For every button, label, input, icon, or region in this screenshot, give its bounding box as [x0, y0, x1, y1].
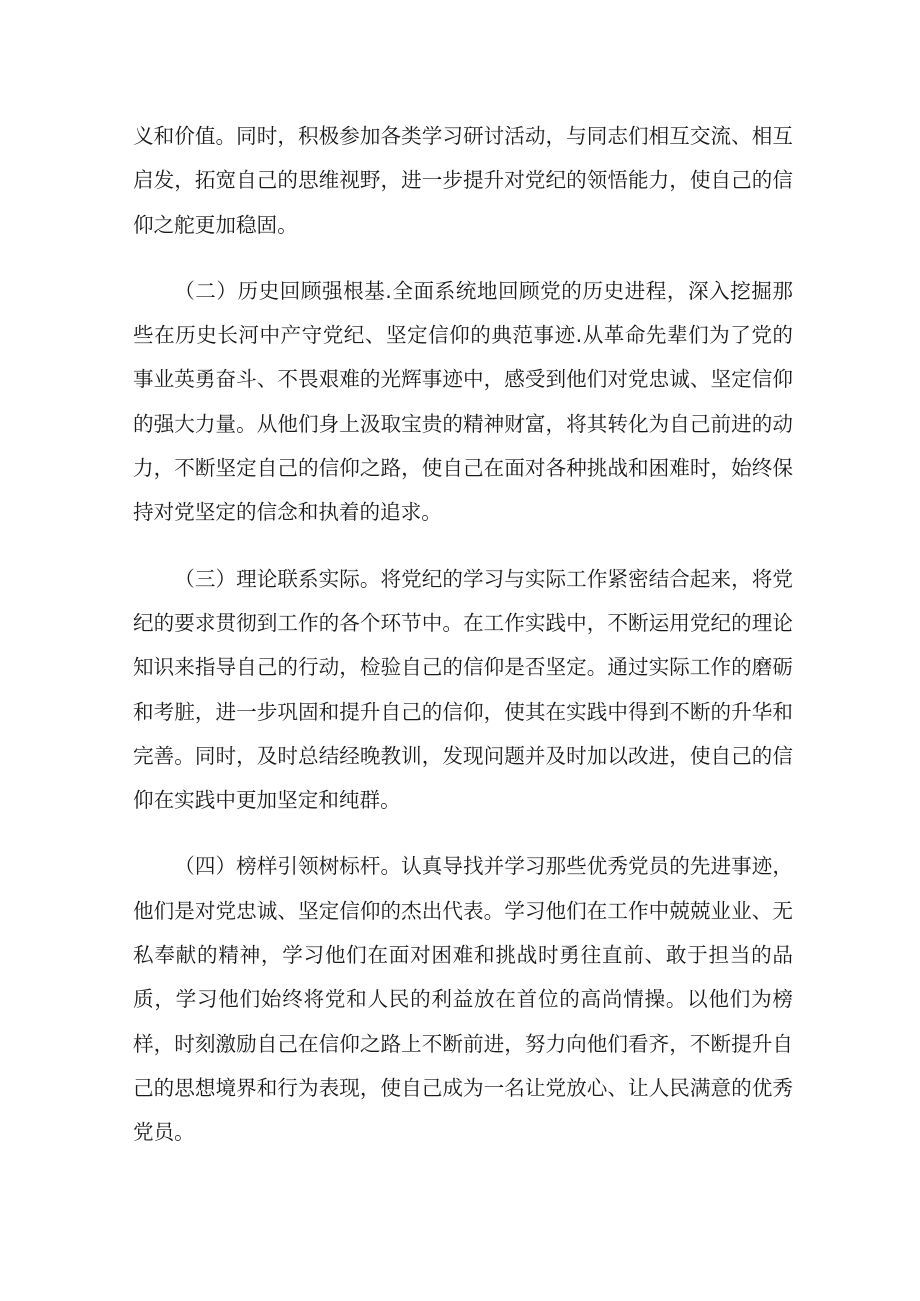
paragraph-history-review: （二）历史回顾强根基.全面系统地回顾党的历史进程，深入挖掘那些在历史长河中产守党纪、坚定信仰的典范事迹.从革命先辈们为了党的事业英勇奋斗、不畏艰难的光辉事迹中，感受到他们对党忠诚、坚定信仰的强大力量。从他们身上汲取宝贵的精神财富，将其转化为自己前进的动力，不断坚定自己的信仰之路，使自己在面对各种挑战和困难时，始终保持对党坚定的信念和执着的追求。: [133, 278, 793, 525]
paragraph-continuation: 义和价值。同时，积极参加各类学习研讨活动，与同志们相互交流、相互启发，拓宽自己的思维视野，进一步提升对党纪的领悟能力，使自己的信仰之舵更加稳固。: [133, 124, 793, 237]
paragraph-theory-practice: （三）理论联系实际。将党纪的学习与实际工作紧密结合起来，将党纪的要求贯彻到工作的各个环节中。在工作实践中，不断运用党纪的理论知识来指导自己的行动，检验自己的信仰是否坚定。通过实际工作的磨砺和考脏，进一步巩固和提升自己的信仰，使其在实践中得到不断的升华和完善。同时，及时总结经晚教训，发现问题并及时加以改进，使自己的信仰在实践中更加坚定和纯群。: [133, 566, 793, 813]
paragraph-role-models: （四）榜样引领树标杆。认真导找并学习那些优秀党员的先进事迹，他们是对党忠诚、坚定信仰的杰出代表。学习他们在工作中兢兢业业、无私奉献的精神，学习他们在面对困难和挑战时勇往直前、敢于担当的品质，学习他们始终将党和人民的利益放在首位的高尚情操。以他们为榜样，时刻激励自己在信仰之路上不断前进，努力向他们看齐，不断提升自己的思想境界和行为表现，使自己成为一名让党放心、让人民满意的优秀党员。: [133, 854, 793, 1145]
document-body: [133, 114, 793, 1177]
